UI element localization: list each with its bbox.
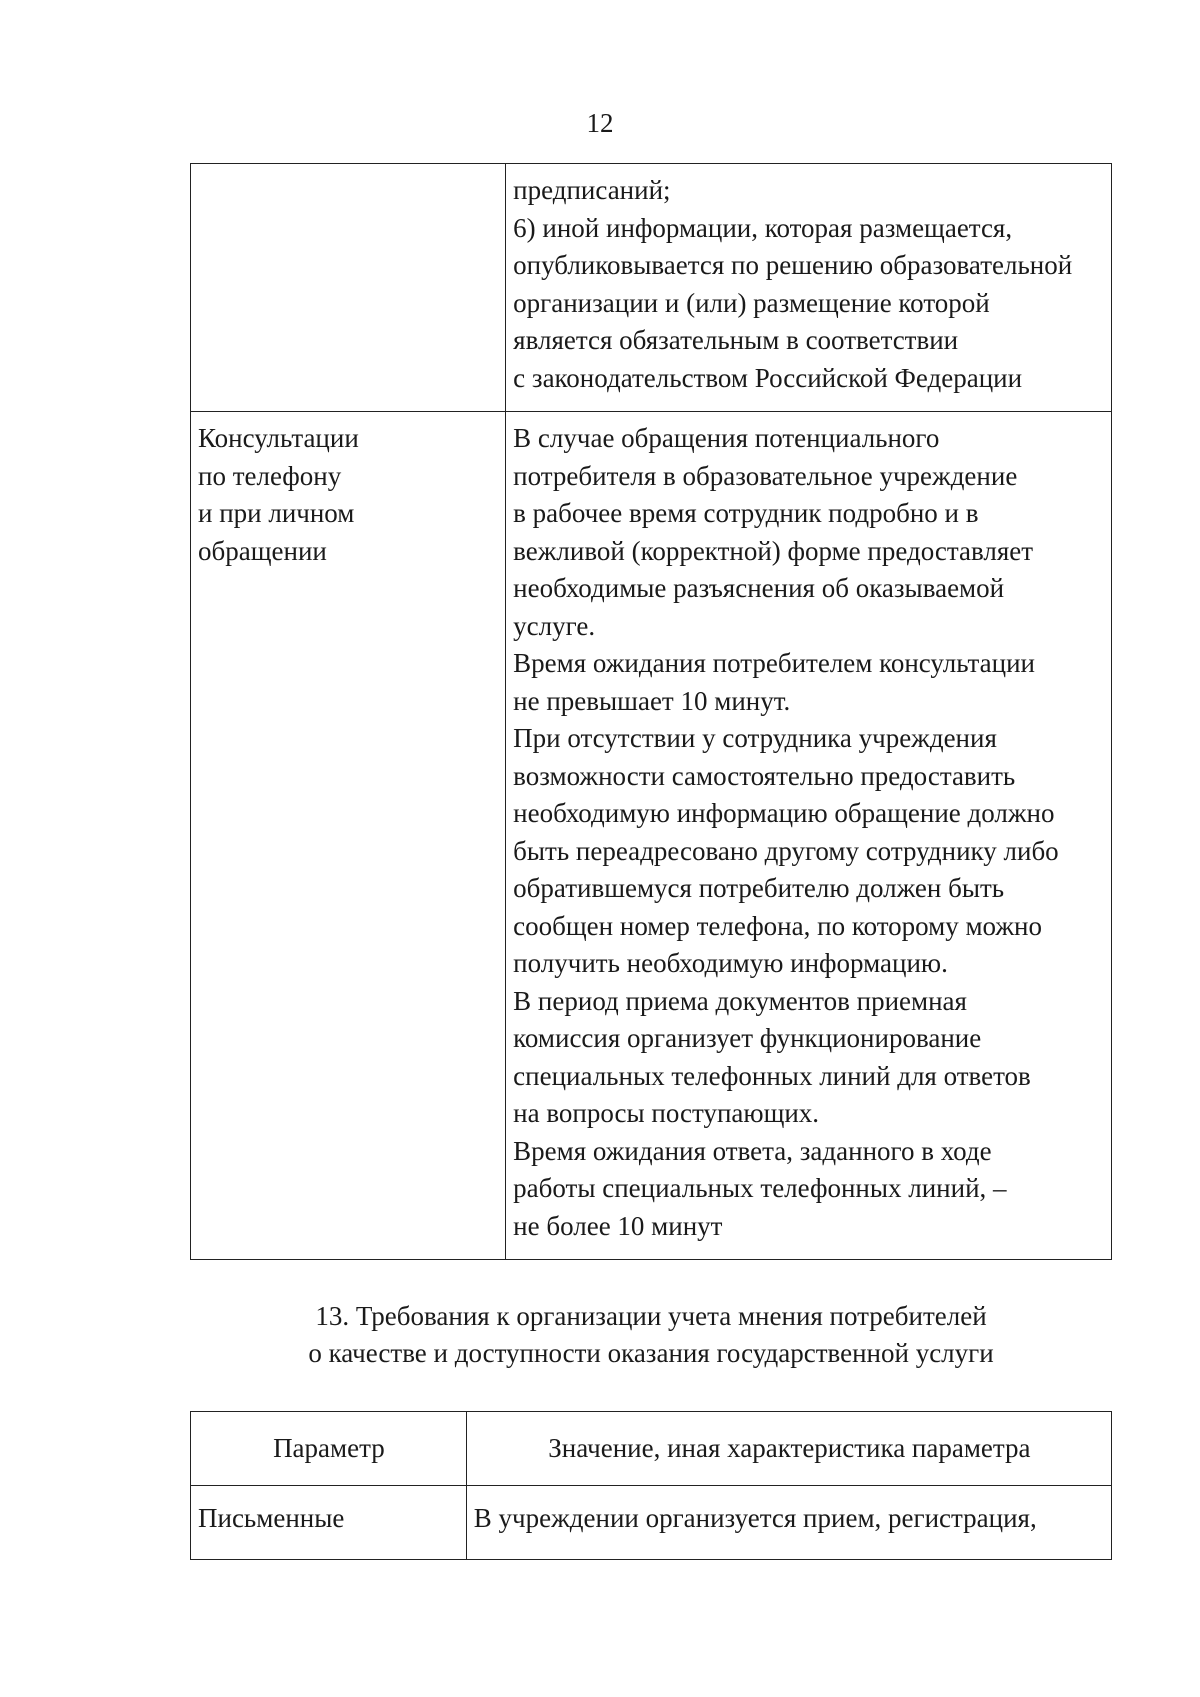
- text-line: специальных телефонных линий для ответов: [513, 1060, 1031, 1091]
- text-line: потребителя в образовательное учреждение: [513, 460, 1018, 491]
- text-line: работы специальных телефонных линий, –: [513, 1173, 1007, 1203]
- text-line: Время ожидания ответа, заданного в ходе: [513, 1135, 992, 1166]
- text-line: В случае обращения потенциального: [513, 423, 940, 453]
- text-line: предписаний;: [513, 175, 671, 205]
- text-line: не превышает 10 минут.: [513, 685, 791, 716]
- text-line: является обязательным в соответствии: [513, 325, 959, 355]
- param-text: [198, 420, 497, 570]
- text-line: на вопросы поступающих.: [513, 1098, 820, 1128]
- param-cell: Письменные: [191, 1486, 467, 1560]
- param-cell: [191, 164, 506, 412]
- text-line: быть переадресовано другому сотруднику либо: [513, 835, 1059, 866]
- info-table: [190, 163, 1112, 1260]
- page-number: 12: [586, 108, 614, 138]
- text-line: необходимую информацию обращение должно: [513, 798, 1055, 828]
- text-line: необходимые разъяснения об оказываемой: [513, 573, 1005, 603]
- text-line: обратившемуся потребителю должен быть: [513, 873, 1005, 903]
- text-line: организации и (или) размещение которой: [513, 287, 990, 318]
- text-line: вежливой (корректной) форме предоставляет: [513, 535, 1034, 566]
- text-line: в рабочее время сотрудник подробно и в: [513, 498, 979, 528]
- table-row: [191, 412, 1112, 1260]
- text-line: обращении: [198, 535, 327, 566]
- text-line: и при личном: [198, 498, 355, 528]
- section-heading-line: 13. Требования к организации учета мнения потребителей: [315, 1301, 987, 1331]
- section-heading: [190, 1298, 1112, 1372]
- text-line: В период приема документов приемная: [513, 985, 967, 1016]
- table-row: [191, 1486, 1112, 1560]
- text-line: Время ожидания потребителем консультации: [513, 648, 1035, 678]
- value-cell: [506, 164, 1112, 412]
- text-line: опубликовывается по решению образовательной: [513, 250, 1073, 280]
- param-cell: [191, 412, 506, 1260]
- text-line: 6) иной информации, которая размещается,: [513, 212, 1013, 243]
- text-line: с законодательством Российской Федерации: [513, 362, 1023, 393]
- text-line: по телефону: [198, 460, 342, 491]
- text-line: комиссия организует функционирование: [513, 1023, 982, 1053]
- section-heading-line: о качестве и доступности оказания государственной услуги: [308, 1338, 994, 1368]
- value-cell: [506, 412, 1112, 1260]
- text-line: Консультации: [198, 423, 359, 453]
- text-line: сообщен номер телефона, по которому можно: [513, 910, 1042, 941]
- text-line: При отсутствии у сотрудника учреждения: [513, 723, 997, 753]
- text-line: не более 10 минут: [513, 1210, 723, 1241]
- header-param-cell: Параметр: [191, 1412, 467, 1486]
- text-line: получить необходимую информацию.: [513, 948, 948, 978]
- table-row: [191, 164, 1112, 412]
- text-line: возможности самостоятельно предоставить: [513, 760, 1016, 791]
- header-value-cell: Значение, иная характеристика параметра: [466, 1412, 1111, 1486]
- value-text: [513, 172, 1103, 397]
- text-line: услуге.: [513, 610, 596, 641]
- value-cell: В учреждении организуется прием, регистрация,: [466, 1486, 1111, 1560]
- table-header-row: [191, 1412, 1112, 1486]
- requirements-table: [190, 1411, 1112, 1560]
- value-text: [513, 420, 1103, 1245]
